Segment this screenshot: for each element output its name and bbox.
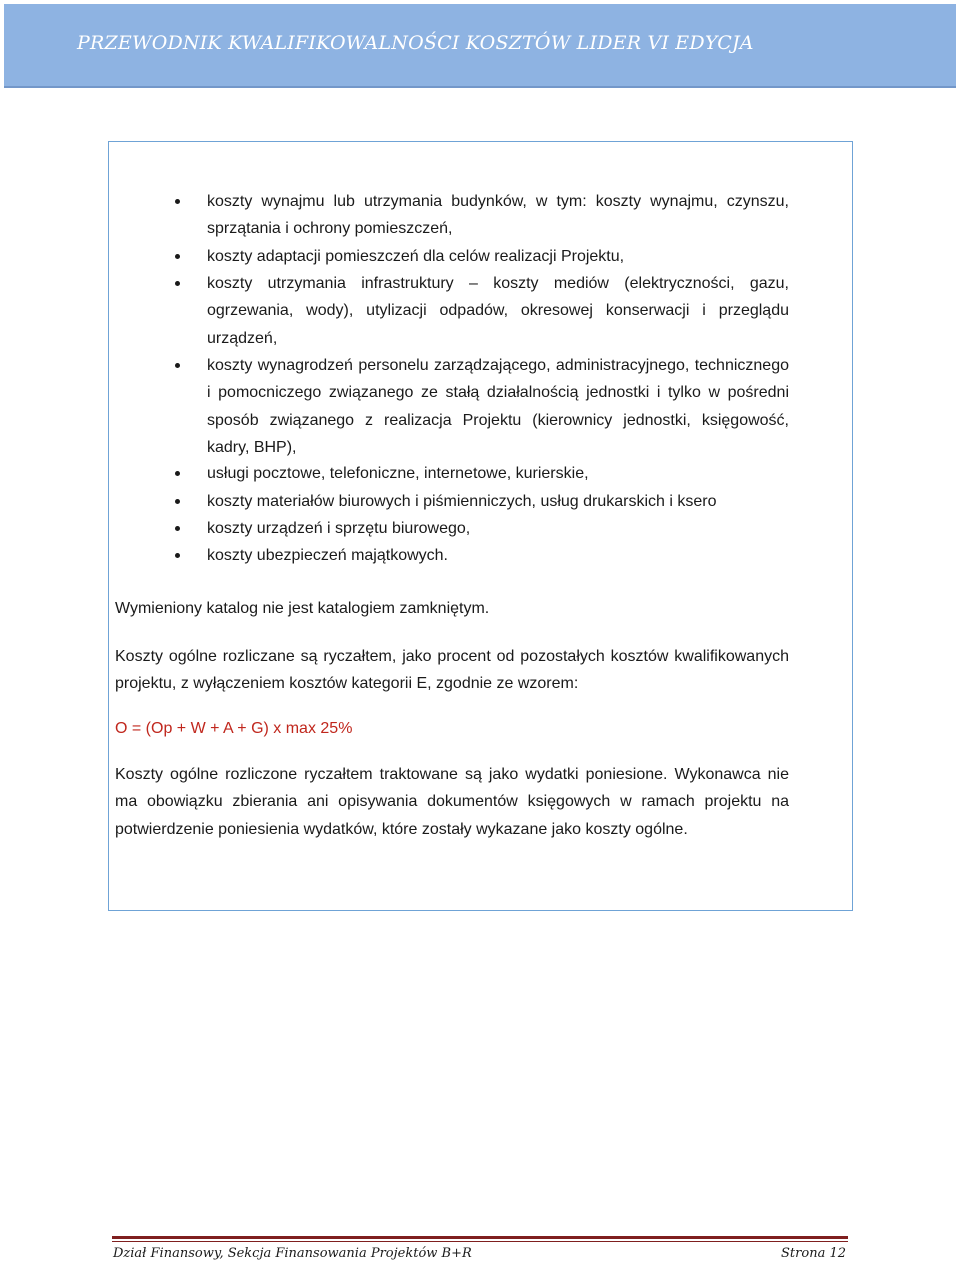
page-number: Strona 12 <box>781 1246 846 1261</box>
list-item <box>207 352 789 461</box>
header-band <box>4 4 956 88</box>
content-box <box>108 141 853 911</box>
document-title: PRZEWODNIK KWALIFIKOWALNOŚCI KOSZTÓW LIDER VI EDYCJA <box>77 32 754 54</box>
list-item <box>207 542 789 569</box>
bullet-icon <box>175 526 180 531</box>
bullet-icon <box>175 254 180 259</box>
list-item <box>207 188 789 243</box>
bullet-icon <box>175 471 180 476</box>
flat-rate-paragraph: Koszty ogólne rozliczane są ryczałtem, jako procent od pozostałych kosztów kwalifikowanych projektu, z wyłączeniem kosztów kategorii E, zgodnie ze wzorem: <box>115 648 789 693</box>
footer-rule <box>112 1236 848 1239</box>
cost-formula: O = (Op + W + A + G) x max 25% <box>115 720 353 737</box>
catalog-note: Wymieniony katalog nie jest katalogiem zamkniętym. <box>115 600 490 617</box>
list-item-text: koszty wynajmu lub utrzymania budynków, w tym: koszty wynajmu, czynszu, sprzątania i ochrony pomieszczeń, <box>207 193 789 238</box>
bullet-icon <box>175 553 180 558</box>
list-item <box>207 488 789 515</box>
bullet-icon <box>175 199 180 204</box>
list-item <box>207 270 789 352</box>
footer-rule-thin <box>112 1241 848 1242</box>
list-item-text: koszty ubezpieczeń majątkowych. <box>207 547 448 564</box>
list-item-text: koszty urządzeń i sprzętu biurowego, <box>207 520 471 537</box>
list-item <box>207 460 789 487</box>
bullet-icon <box>175 499 180 504</box>
bullet-icon <box>175 281 180 286</box>
list-item-text: koszty adaptacji pomieszczeń dla celów realizacji Projektu, <box>207 248 625 265</box>
list-item <box>207 243 789 270</box>
bullet-icon <box>175 363 180 368</box>
list-item <box>207 515 789 542</box>
list-item-text: koszty wynagrodzeń personelu zarządzającego, administracyjnego, technicznego i pomocniczego związanego ze stałą działalnością jednostki i tylko w pośredni sposób związanego z realizacja Projektu (kierownicy jednostki, księgowość, kadry, BHP), <box>207 357 789 456</box>
settlement-paragraph: Koszty ogólne rozliczone ryczałtem traktowane są jako wydatki poniesione. Wykonawca nie ma obowiązku zbierania ani opisywania dokumentów księgowych w ramach projektu na potwierdzenie poniesienia wydatków, które zostały wykazane jako koszty ogólne. <box>115 766 789 838</box>
list-item-text: koszty utrzymania infrastruktury – koszty mediów (elektryczności, gazu, ogrzewania, wody), utylizacji odpadów, okresowej konserwacji i przeglądu urządzeń, <box>207 275 789 347</box>
list-item-text: koszty materiałów biurowych i piśmienniczych, usług drukarskich i ksero <box>207 493 717 510</box>
list-item-text: usługi pocztowe, telefoniczne, internetowe, kurierskie, <box>207 465 589 482</box>
footer-department: Dział Finansowy, Sekcja Finansowania Projektów B+R <box>113 1246 472 1261</box>
